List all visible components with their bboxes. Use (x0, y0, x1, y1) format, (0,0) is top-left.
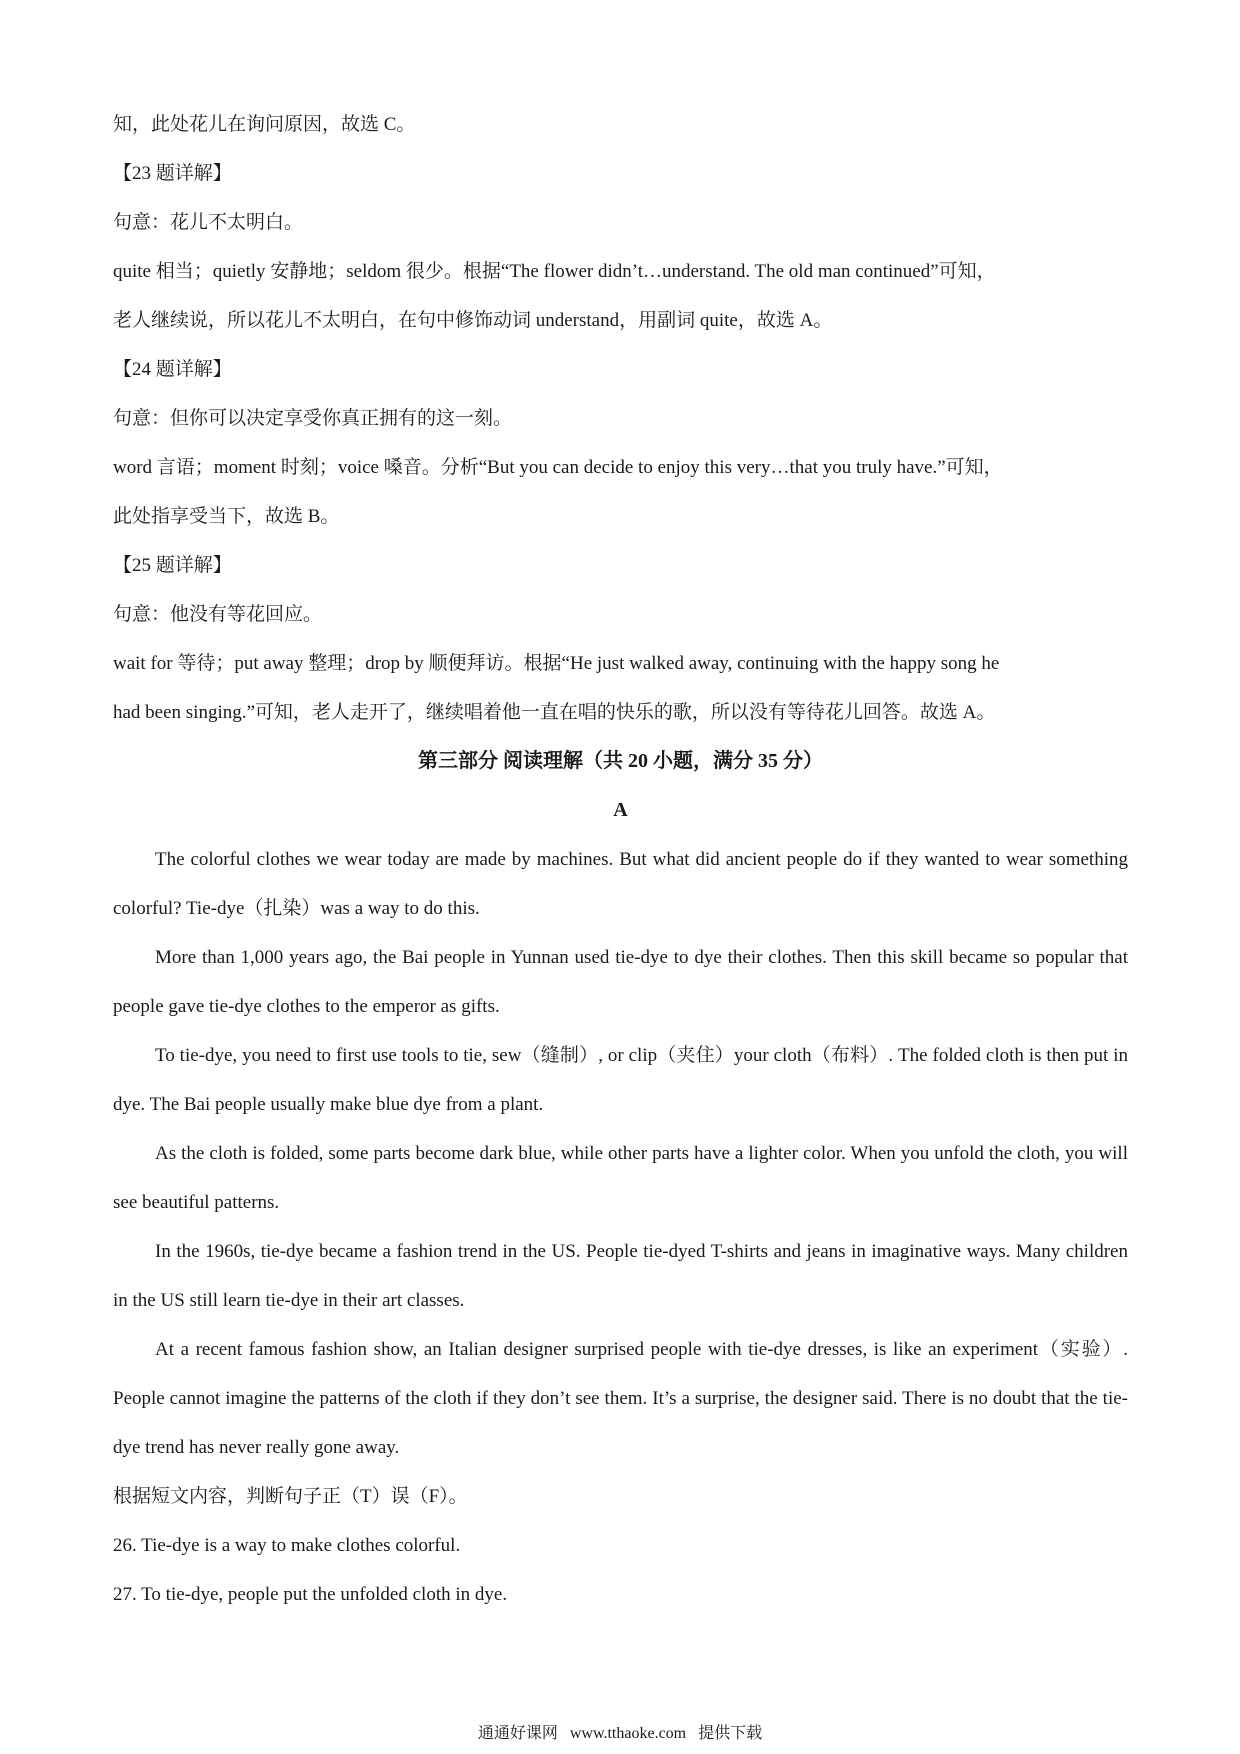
passage-paragraph: More than 1,000 years ago, the Bai people in Yunnan used tie-dye to dye their clothes. Then this skill became so popular that people gave tie-dye clothes to the emperor as gifts. (113, 947, 1128, 1017)
passage-paragraph: At a recent famous fashion show, an Italian designer surprised people with tie-dye dresses, is like an experiment（实验）. People cannot imagine the patterns of the cloth if they don’t see them. It’s a surprise, the designer said. There is no doubt that the tie-dye trend has never really gone away. (113, 1339, 1128, 1458)
passage-paragraph: As the cloth is folded, some parts become dark blue, while other parts have a lighter color. When you unfold the cloth, you will see beautiful patterns. (113, 1143, 1128, 1213)
page-footer (0, 1720, 1240, 1743)
text-line: quite 相当；quietly 安静地；seldom 很少。根据“The flower didn’t…understand. The old man continued”可知， (113, 261, 996, 282)
text-line: had been singing.”可知，老人走开了，继续唱着他一直在唱的快乐的歌，所以没有等待花儿回答。故选 A。 (113, 702, 996, 723)
text-line: 句意：花儿不太明白。 (113, 212, 304, 233)
question-item: 27. To tie-dye, people put the unfolded cloth in dye. (113, 1584, 508, 1605)
footer-url: www.tthaoke.com (569, 1725, 687, 1742)
footer-suffix: 提供下载 (698, 1725, 763, 1742)
text-line: word 言语；moment 时刻；voice 嗓音。分析“But you can decide to enjoy this very…that you truly have.”可知， (113, 457, 1003, 478)
text-line: 此处指享受当下，故选 B。 (113, 506, 340, 527)
text-line: 句意：但你可以决定享受你真正拥有的这一刻。 (113, 408, 513, 429)
section-heading: 第三部分 阅读理解（共 20 小题，满分 35 分） (418, 750, 823, 772)
question-detail-heading: 【24 题详解】 (113, 359, 232, 380)
section-letter: A (613, 799, 628, 821)
footer-site-name: 通通好课网 (477, 1725, 558, 1742)
instruction-text: 根据短文内容，判断句子正（T）误（F）。 (113, 1486, 468, 1507)
passage-paragraph: The colorful clothes we wear today are made by machines. But what did ancient people do if they wanted to wear something colorful? Tie-dye（扎染）was a way to do this. (113, 849, 1128, 919)
text-line: wait for 等待；put away 整理；drop by 顺便拜访。根据“He just walked away, continuing with the happy song he (113, 653, 1000, 674)
question-detail-heading: 【23 题详解】 (113, 163, 232, 184)
page-content (113, 100, 1128, 1619)
text-line: 知，此处花儿在询问原因，故选 C。 (113, 114, 416, 135)
text-line: 老人继续说，所以花儿不太明白，在句中修饰动词 understand，用副词 quite，故选 A。 (113, 310, 833, 331)
text-line: 句意：他没有等花回应。 (113, 604, 323, 625)
question-detail-heading: 【25 题详解】 (113, 555, 232, 576)
passage-paragraph: In the 1960s, tie-dye became a fashion trend in the US. People tie-dyed T-shirts and jeans in imaginative ways. Many children in the US still learn tie-dye in their art classes. (113, 1241, 1128, 1311)
passage-paragraph: To tie-dye, you need to first use tools to tie, sew（缝制）, or clip（夹住）your cloth（布料）. The folded cloth is then put in dye. The Bai people usually make blue dye from a plant. (113, 1045, 1128, 1115)
question-item: 26. Tie-dye is a way to make clothes colorful. (113, 1535, 461, 1556)
